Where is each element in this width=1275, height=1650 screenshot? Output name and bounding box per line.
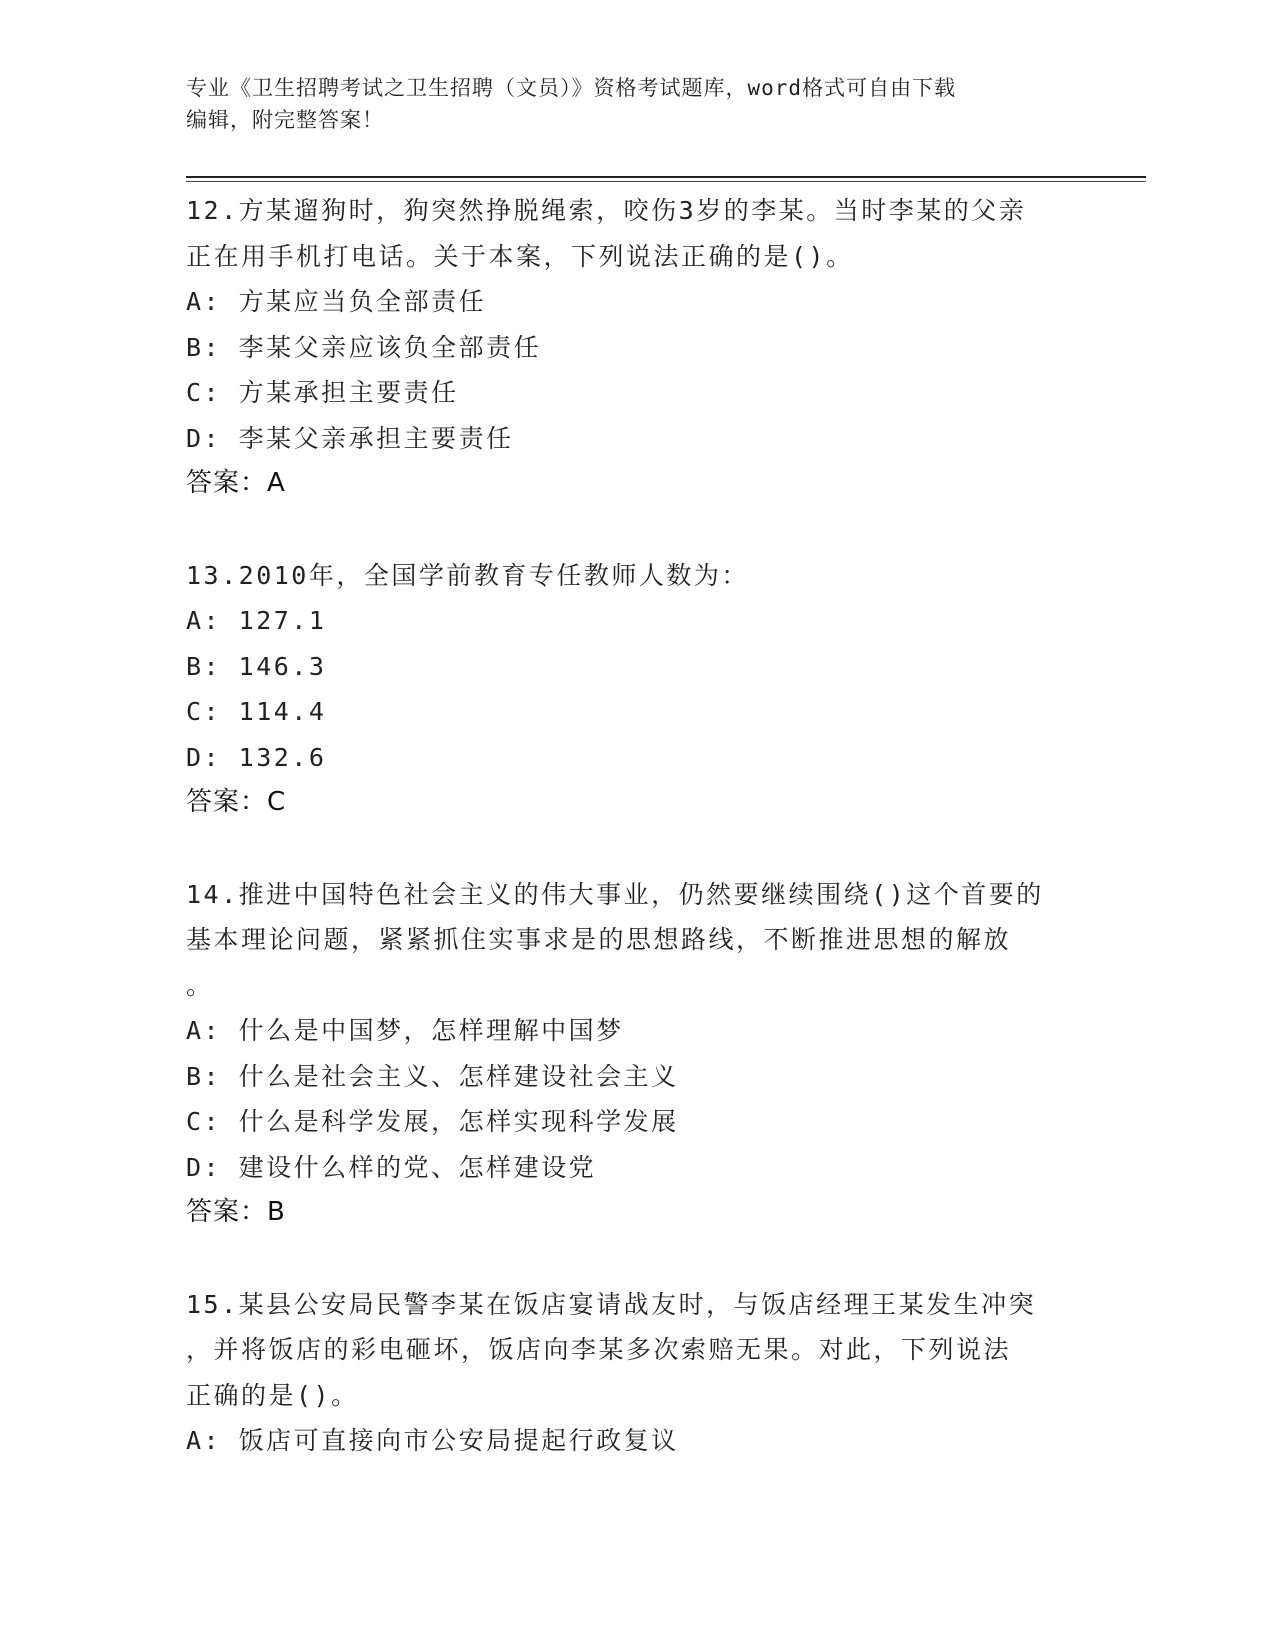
option-d: D: 李某父亲承担主要责任 — [186, 423, 514, 453]
header-divider-thin — [186, 181, 1146, 182]
question-12 — [186, 188, 1086, 507]
option-b: B: 146.3 — [186, 651, 327, 681]
question-stem-line: ，并将饭店的彩电砸坏，饭店向李某多次索赔无果。对此，下列说法 — [186, 1335, 1012, 1364]
option-c: C: 114.4 — [186, 697, 327, 726]
question-stem-line: 15.某县公安局民警李某在饭店宴请战友时，与饭店经理王某发生冲突 — [186, 1289, 1037, 1319]
document-header — [186, 72, 1066, 136]
header-line-1: 专业《卫生招聘考试之卫生招聘（文员）》资格考试题库，word格式可自由下载 — [186, 76, 957, 100]
option-a: A: 127.1 — [186, 606, 327, 635]
option-d: D: 建设什么样的党、怎样建设党 — [186, 1152, 597, 1182]
option-b: B: 李某父亲应该负全部责任 — [186, 332, 542, 362]
question-14 — [186, 872, 1086, 1236]
header-divider-thick — [186, 176, 1146, 178]
option-a: A: 什么是中国梦，怎样理解中国梦 — [186, 1016, 624, 1045]
option-c: C: 什么是科学发展，怎样实现科学发展 — [186, 1107, 679, 1136]
option-d: D: 132.6 — [186, 742, 327, 772]
question-15 — [186, 1282, 1086, 1464]
question-stem-line: 。 — [186, 970, 214, 1000]
answer-line: 答案：B — [186, 1197, 286, 1227]
header-line-2: 编辑，附完整答案！ — [186, 108, 384, 132]
answer-line: 答案：A — [186, 468, 286, 498]
question-stem-line: 12.方某遛狗时，狗突然挣脱绳索，咬伤3岁的李某。当时李某的父亲 — [186, 196, 1027, 225]
question-stem-line: 14.推进中国特色社会主义的伟大事业，仍然要继续围绕()这个首要的 — [186, 879, 1044, 909]
option-a: A: 方某应当负全部责任 — [186, 287, 487, 316]
question-list — [186, 188, 1086, 1510]
question-stem-line: 正在用手机打电话。关于本案，下列说法正确的是()。 — [186, 241, 854, 271]
question-stem-line: 正确的是()。 — [186, 1380, 359, 1410]
option-a: A: 饭店可直接向市公安局提起行政复议 — [186, 1426, 679, 1455]
question-stem-line: 基本理论问题，紧紧抓住实事求是的思想路线，不断推进思想的解放 — [186, 925, 1012, 954]
option-c: C: 方某承担主要责任 — [186, 378, 459, 407]
question-stem-line: 13.2010年，全国学前教育专任教师人数为： — [186, 560, 749, 590]
option-b: B: 什么是社会主义、怎样建设社会主义 — [186, 1061, 679, 1091]
answer-line: 答案：C — [186, 787, 287, 817]
question-13 — [186, 553, 1086, 826]
